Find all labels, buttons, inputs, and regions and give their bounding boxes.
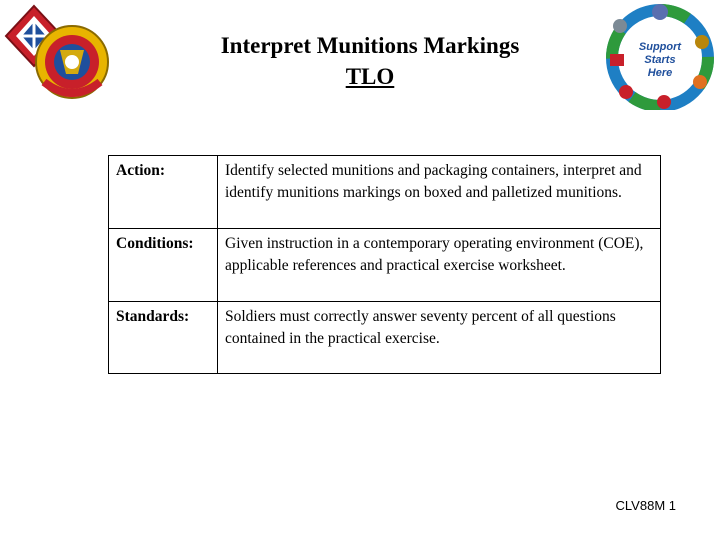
slide-title: Interpret Munitions Markings (220, 33, 520, 58)
slide-title-block (140, 30, 600, 92)
table-row (109, 229, 661, 302)
standards-label: Standards: (109, 302, 218, 374)
table-row (109, 302, 661, 374)
standards-text: Soldiers must correctly answer seventy percent of all questions contained in the practical exercise. (218, 302, 661, 374)
slide-subtitle: TLO (345, 64, 395, 89)
action-label: Action: (109, 156, 218, 229)
conditions-text: Given instruction in a contemporary operating environment (COE), applicable references and practical exercise worksheet. (218, 229, 661, 302)
action-text: Identify selected munitions and packaging containers, interpret and identify munitions markings on boxed and palletized munitions. (218, 156, 661, 229)
army-unit-insignia-icon (4, 4, 114, 104)
svg-text:Support: Support (638, 41, 682, 53)
conditions-label: Conditions: (109, 229, 218, 302)
slide-footer: CLV88M 1 (615, 498, 676, 513)
svg-text:Here: Here (647, 67, 673, 79)
support-starts-here-seal-icon (604, 2, 718, 110)
table-row (109, 156, 661, 229)
tlo-table (108, 155, 661, 374)
svg-text:Starts: Starts (644, 54, 676, 66)
